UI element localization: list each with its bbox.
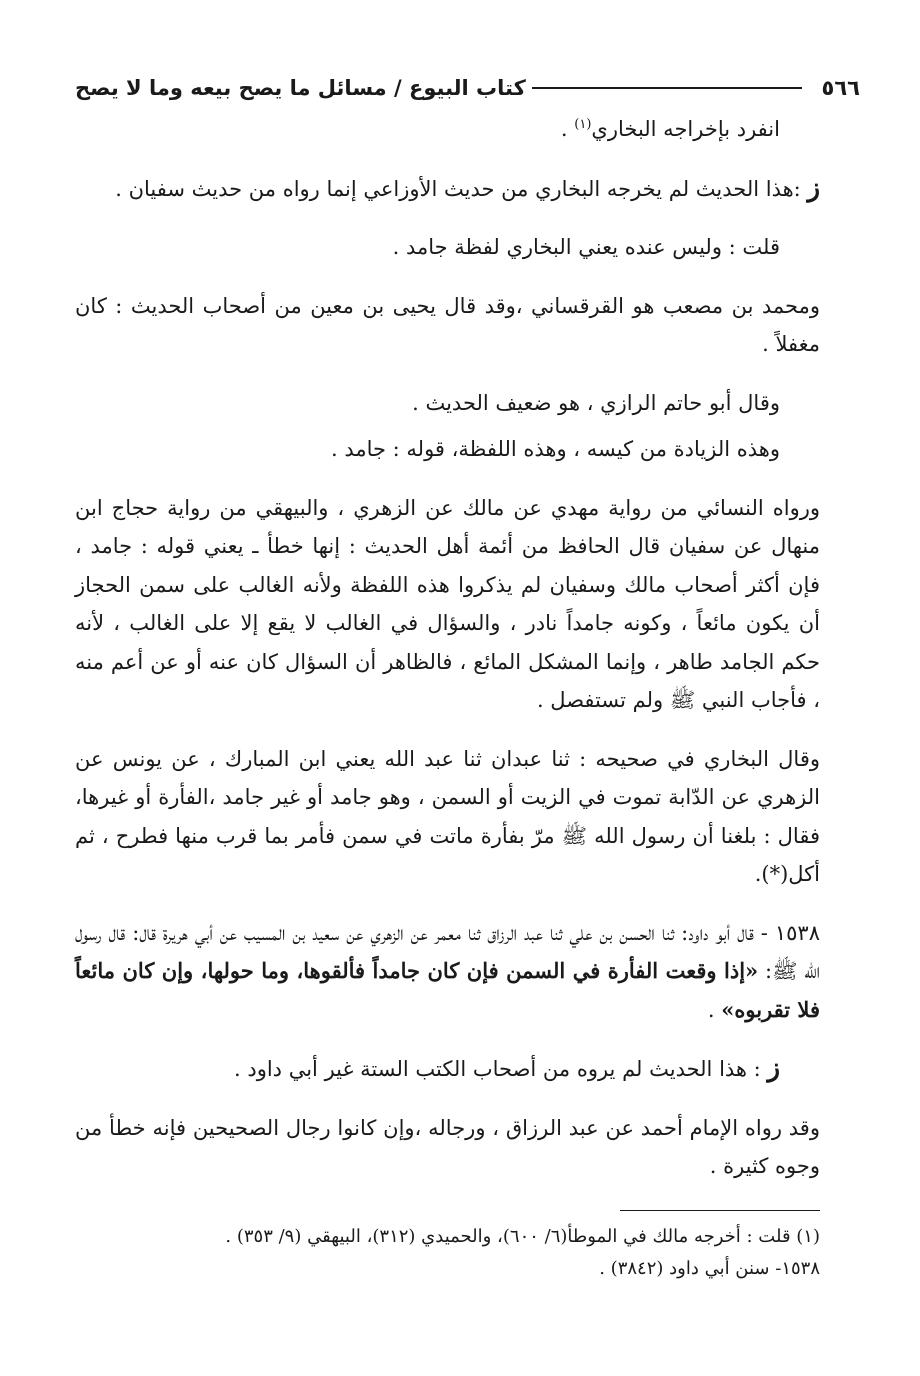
header-rule [532, 87, 802, 89]
running-header [75, 68, 860, 108]
paragraph: ورواه النسائي من رواية مهدي عن مالك عن الزهري ، والبيهقي من رواية حجاج ابن منهال عن سفيان قال الحافظ من أئمة أهل الحديث : إنها خطأ ـ يعني قوله : جامد ، فإن أكثر أصحاب مالك وسفيان لم يذكروا هذه اللفظة ولأنه الغالب على سمن الحجاز أن يكون مائعاً ، وكونه جامداً نادر ، والسؤال في الغالب لا يقع إلا على الغالب ، لأنه حكم الجامد طاهر ، وإنما المشكل المائع ، فالظاهر أن السؤال كان عنه أو عن أعم منه ، فأجاب النبي ﷺ ولم تستفصل . [75, 495, 820, 712]
paragraph: وقال أبو حاتم الرازي ، هو ضعيف الحديث . [412, 390, 780, 415]
zawaid-symbol: ز [767, 1053, 780, 1083]
footnote-separator [620, 1210, 820, 1211]
paragraph: وقال البخاري في صحيحه : ثنا عبدان ثنا عبد الله يعني ابن المبارك ، عن يونس عن الزهري عن الدّابة تموت في الزيت أو السمن ، وهو جامد أو غير جامد ،الفأرة أو غيرها، فقال : بلغنا أن رسول الله ﷺ مرّ بفأرة ماتت في سمن فأمر بما قرب منها فطرح ، ثم أكل(*). [75, 746, 820, 886]
paragraph: ز :هذا الحديث لم يخرجه البخاري من حديث الأوزاعي إنما رواه من حديث سفيان . [115, 172, 820, 203]
hadith-quote: «إذا وقعت الفأرة في السمن فإن كان جامداً فألقوها، وما حولها، وإن كان مائعاً فلا تقربوه» [75, 958, 820, 1022]
paragraph: وقد رواه الإمام أحمد عن عبد الرزاق ، ورجاله ،وإن كانوا رجال الصحيحين فإنه خطأ من وجوه كثيرة . [75, 1115, 820, 1178]
paragraph: انفرد بإخراجه البخاري$^{(١)}$ . [560, 117, 780, 141]
paragraph: قلت : وليس عنده يعني البخاري لفظة جامد . [392, 235, 780, 259]
page-number: ٥٦٦ [821, 76, 860, 100]
main-text [75, 110, 820, 1186]
footnote: ١٥٣٨- سنن أبي داود (٣٨٤٢) . [599, 1257, 820, 1279]
footnote: (١) قلت : أخرجه مالك في الموطأ(٦/ ٦٠٠)، والحميدي (٣١٢)، البيهقي (٩/ ٣٥٣) . [225, 1225, 820, 1247]
footnotes [75, 1221, 820, 1285]
footnote-marker: (١) [574, 117, 592, 132]
paragraph: ومحمد بن مصعب هو القرقساني ،وقد قال يحيى بن معين من أصحاب الحديث : كان مغفلاً . [75, 293, 820, 356]
paragraph: وهذه الزيادة من كيسه ، وهذه اللفظة، قوله : جامد . [330, 437, 780, 461]
zawaid-symbol: ز [807, 172, 820, 203]
hadith-paragraph: ١٥٣٨ - قال أبو داود: ثنا الحسن بن علي ثنا عبد الرزاق ثنا معمر عن الزهري عن سعيد بن المسيب عن أبي هريرة قال: قال رسول الله ﷺ: «إذا وقعت الفأرة في السمن فإن كان جامداً فألقوها، وما حولها، وإن كان مائعاً فلا تقربوه» . [75, 920, 821, 1022]
chapter-title: كتاب البيوع / مسائل ما يصح بيعه وما لا يصح [75, 76, 526, 100]
paragraph: ز : هذا الحديث لم يروه من أصحاب الكتب الستة غير أبي داود . [234, 1053, 780, 1083]
